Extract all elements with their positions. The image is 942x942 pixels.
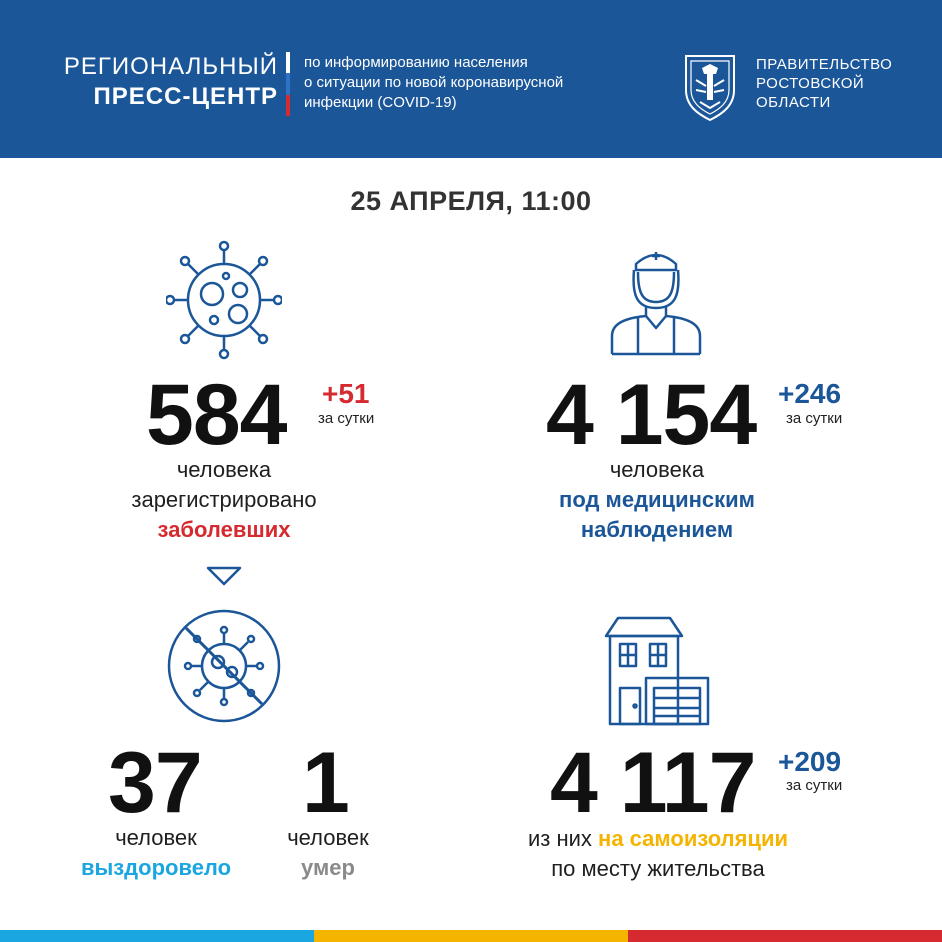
infected-per-day: за сутки bbox=[318, 410, 375, 427]
isolation-line1-accent: на самоизоляции bbox=[598, 826, 789, 851]
tagline-line2: о ситуации по новой коронавирусной bbox=[304, 74, 564, 91]
government-name bbox=[756, 55, 892, 112]
recovered-caption bbox=[56, 823, 256, 883]
tagline bbox=[304, 53, 563, 113]
rostov-coat-of-arms-icon bbox=[680, 50, 740, 122]
footer-stripe-yellow bbox=[314, 930, 628, 942]
died-caption bbox=[258, 823, 398, 883]
header-banner bbox=[0, 0, 942, 158]
recovered-count: 37 bbox=[108, 735, 202, 831]
died-line1: человек bbox=[287, 825, 369, 850]
isolation-caption bbox=[478, 824, 838, 884]
observation-line1: человека bbox=[609, 457, 705, 482]
footer-stripe-red bbox=[628, 930, 942, 942]
infected-count: 584 bbox=[146, 367, 287, 463]
gov-line1: ПРАВИТЕЛЬСТВО bbox=[756, 56, 893, 73]
observation-delta: +246 bbox=[778, 378, 842, 409]
tagline-line1: по информированию населения bbox=[304, 54, 528, 71]
observation-count: 4 154 bbox=[546, 367, 757, 463]
observation-per-day: за сутки bbox=[786, 410, 843, 427]
gov-line3: ОБЛАСТИ bbox=[756, 94, 831, 111]
isolation-line2: по месту жительства bbox=[551, 856, 765, 881]
isolation-line1-prefix: из них bbox=[527, 826, 592, 851]
gov-line2: РОСТОВСКОЙ bbox=[756, 75, 865, 92]
russian-flag-stripe bbox=[286, 52, 290, 116]
infected-line3: заболевших bbox=[157, 517, 291, 542]
report-date: 25 АПРЕЛЯ, 11:00 bbox=[350, 186, 592, 216]
isolation-delta: +209 bbox=[778, 746, 842, 777]
recovered-line1: человек bbox=[115, 825, 197, 850]
nurse-icon bbox=[608, 242, 704, 358]
footer-color-bar bbox=[0, 930, 942, 942]
triangle-down-icon bbox=[206, 566, 242, 586]
infected-delta: +51 bbox=[322, 378, 370, 409]
press-center-logo bbox=[64, 52, 278, 112]
isolation-count: 4 117 bbox=[550, 735, 756, 831]
footer-stripe-cyan bbox=[0, 930, 314, 942]
virus-icon bbox=[166, 238, 282, 362]
died-count: 1 bbox=[302, 735, 349, 831]
infected-line1: человека bbox=[176, 457, 272, 482]
died-line2: умер bbox=[301, 855, 355, 880]
recovered-line2: выздоровело bbox=[80, 855, 232, 880]
infected-caption bbox=[74, 455, 374, 545]
brand-line1: РЕГИОНАЛЬНЫЙ bbox=[63, 53, 278, 80]
observation-caption bbox=[507, 455, 807, 545]
tagline-line3: инфекции (COVID-19) bbox=[304, 94, 457, 111]
isolation-per-day: за сутки bbox=[786, 777, 843, 794]
isolation-line1 bbox=[478, 824, 838, 854]
brand-line2: ПРЕСС-ЦЕНТР bbox=[93, 83, 278, 110]
observation-line3: наблюдением bbox=[580, 517, 734, 542]
infected-line2: зарегистрировано bbox=[131, 487, 317, 512]
observation-line2: под медицинским bbox=[559, 487, 755, 512]
no-virus-icon bbox=[166, 608, 282, 724]
house-icon bbox=[602, 614, 712, 726]
